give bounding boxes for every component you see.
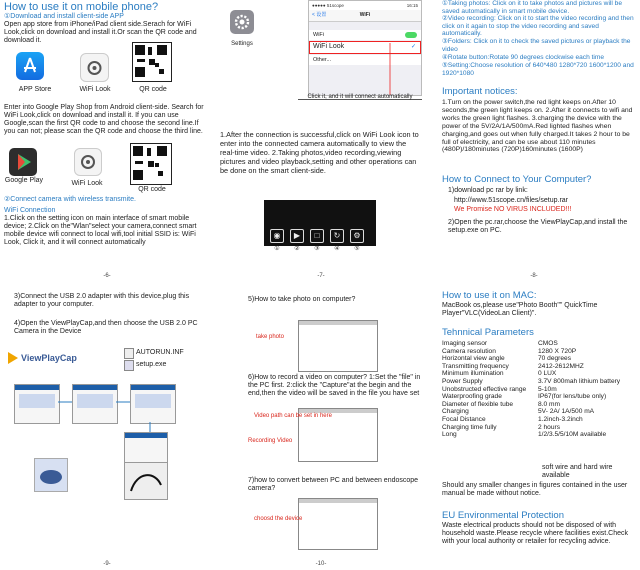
section-heading: Important notices: — [442, 86, 518, 97]
settings-icon — [230, 10, 254, 34]
callout-label: Recording Video — [248, 438, 293, 444]
arrow-icon — [0, 382, 214, 502]
spec-row: Charging 5V- 2A/ 1A/500 mA — [442, 408, 595, 416]
list-item: ④Rotate button:Rotate 90 degrees clockwise each time — [442, 54, 605, 61]
file-icon — [124, 360, 134, 371]
spec-row: Long 1/2/3.5/5/10M available — [442, 431, 607, 439]
page-6 — [0, 0, 214, 282]
page-number: -9- — [103, 561, 111, 567]
section-heading: How to Connect to Your Computer? — [442, 174, 592, 185]
page-number: -7- — [317, 273, 325, 279]
wifi-look-icon — [80, 53, 109, 82]
settings-icon[interactable]: ⚙ — [350, 229, 364, 243]
rotate-icon[interactable]: ↻ — [330, 229, 344, 243]
settings-label: Settings — [231, 41, 253, 47]
paragraph: 2)Open the pc.rar,choose the ViewPlayCap,and install the setup.exe on PC. — [448, 219, 628, 234]
nav-title: WiFi — [359, 12, 371, 18]
paragraph: MacBook os,please use"Photo Booth"" QuickTime Player"VLC(VideoLan Client)". — [442, 302, 598, 317]
wifi-look-icon — [74, 148, 102, 176]
folder-icon[interactable]: □ — [310, 229, 324, 243]
spec-row: Horizontal view angle 70 degrees — [442, 355, 571, 363]
list-item: ②Video recording: Click on it to start the video recording and then click on it again to stop the video recording and saved automatically. — [442, 15, 634, 37]
paragraph: Open app store from iPhone/iPad client side.Serach for WiFi Look,click on download and install it.Or scan the QR code and download it. — [4, 21, 197, 44]
qr-label: QR code — [138, 186, 166, 193]
google-play-icon — [9, 148, 37, 176]
page-number: -8- — [530, 273, 538, 279]
qr-label: QR code — [139, 86, 167, 93]
other-row[interactable]: Other... — [309, 55, 421, 65]
qr-code-icon — [132, 42, 172, 82]
page-8 — [428, 0, 640, 282]
page-title: How to use it on mobile phone? — [4, 1, 159, 13]
wifi-look-label: WiFi Look — [79, 86, 111, 93]
icon-number: ⑤ — [354, 246, 360, 252]
paragraph: 5)How to take photo on computer? — [248, 296, 356, 303]
download-link[interactable]: http://www.51scope.cn/files/setup.rar — [454, 197, 568, 204]
paragraph: 4)Open the ViewPlayCap,and then choose the USB 2.0 PC Camera in the Device — [14, 320, 198, 335]
spec-row: Camera resolution 1280 X 720P — [442, 347, 577, 355]
paragraph: 3)Connect the USB 2.0 adapter with this device,plug this adapter to your computer. — [14, 293, 190, 308]
icon-number: ④ — [334, 246, 340, 252]
icon-number: ② — [294, 246, 300, 252]
paragraph: soft wire and hard wire available — [542, 464, 613, 479]
google-play-label: Google Play — [4, 177, 44, 184]
section-heading: ②Connect camera with wireless transmite. — [4, 196, 136, 203]
section-heading: WiFi Connection — [4, 207, 56, 214]
paragraph: Enter into Google Play Shop from Android client-side. Search for WiFi Look,click on download and install it. If you can use Google,scan the first QR code to and choose the second line.If you can not; please scan the QR code and choose the third line. — [4, 104, 204, 135]
qr-code-icon — [130, 143, 172, 185]
spec-row: Transmitting frequency 2412-2612MHZ — [442, 362, 584, 370]
list-item: ①Taking photos: Click on it to take photos and pictures will be saved automatically in smart mobile device. — [442, 0, 623, 15]
paragraph: 6)How to record a video on computer? 1:Set the "file" in the PC first. 2:click the "Capture"at the begin and the end,then the video will be saved in the file you have set — [248, 374, 421, 397]
wifi-look-label: WiFi Look — [71, 180, 103, 187]
spec-row: Waterproofing grade IP67(for lens/tube only) — [442, 393, 607, 401]
camera-icon[interactable]: ◉ — [270, 229, 284, 243]
back-button[interactable]: < 设置 — [312, 12, 327, 18]
list-item: ③Folders: Click on it to check the saved pictures or playback the video — [442, 38, 631, 53]
list-item: ⑤Setting:Choose resolution of 640*480 1280*720 1600*1200 and 1920*1080 — [442, 62, 634, 77]
spec-row: Imaging sensor CMOS — [442, 340, 558, 347]
caption: Click it, and it will connect automatically — [307, 94, 413, 100]
page-number: -10- — [315, 561, 327, 567]
record-icon[interactable]: ▶ — [290, 229, 304, 243]
file-name[interactable]: AUTORUN.INF — [136, 349, 184, 356]
spec-row: Diameter of flexible tube 8.0 mm — [442, 400, 560, 408]
spec-row: Minimum illumination 0 LUX — [442, 370, 557, 378]
page-7 — [214, 0, 428, 282]
software-screenshot — [298, 320, 378, 372]
callout-label: take photo — [256, 334, 285, 340]
callout-label: Video path can be set in here — [254, 413, 332, 419]
wifi-signal-icon: ✓ — [410, 44, 416, 50]
software-screenshot — [298, 498, 378, 550]
icon-number: ① — [274, 246, 280, 252]
page-number: -6- — [103, 273, 111, 279]
paragraph: 7)how to convert between PC and between endoscope camera? — [248, 477, 419, 492]
section-heading: Tehnnical Parameters — [442, 327, 534, 338]
play-icon — [8, 352, 18, 364]
page-11 — [428, 282, 640, 570]
status-time: 16:15 — [406, 3, 418, 8]
paragraph: Waste electrical products should not be disposed of with household waste.Please recycle where facilities exist.Check with your local authority or retailer for recycling advice. — [442, 522, 628, 545]
page-10 — [214, 282, 428, 570]
arrow-icon — [382, 37, 422, 99]
icon-number: ③ — [314, 246, 320, 252]
app-toolbar — [264, 200, 376, 246]
paragraph: 1.After the connection is successful,click on WiFi Look icon to enter into the connected camera automatically to view the real-time video. 2.Taking photos,video recording,viewing pictures and video playback,setting and other operations can be done on the smart client-side. — [220, 130, 419, 175]
file-name[interactable]: setup.exe — [136, 361, 167, 368]
file-icon — [124, 348, 134, 359]
paragraph: 1.Turn on the power switch,the red light keeps on.After 10 seconds,the green light keeps on. 2.After it connects to wifi and works the green light flashes. 3.charging the device with the power of the 5V/2A/1A/500mA.Red lighted flashes when charging,and goes out when fully charged.It takes 2 hour to be full of electricity, and can be use about 110 minutes (480P)/180minutes (720P)160minutes (1600P) — [442, 99, 633, 154]
virus-note: We Promise NO VIRUS INCLUDED!!! — [454, 206, 572, 213]
spec-row: Power Supply 3.7V 800mah lithium battery — [442, 377, 621, 385]
app-logo — [8, 352, 77, 364]
paragraph: 1.Click on the setting icon on main interface of smart mobile device; 2.Click on the"Wlan"select your camera,connect smart mobile device wifi connect to local wifi,tool initial SSID is: WiFi Look, Click it, and it will connect automatically — [4, 215, 197, 246]
paragraph: Should any smaller changes in figures contained in the user manual be made without notice. — [442, 482, 628, 497]
section-heading: ①Download and install client-side APP — [4, 13, 124, 20]
app-name: ViewPlayCap — [21, 353, 77, 363]
spec-table — [442, 340, 638, 439]
app-store-label: APP Store — [18, 86, 52, 93]
app-store-icon — [16, 52, 44, 80]
spec-row: Focal Distance 1.2inch-3.2inch — [442, 415, 583, 423]
page-9 — [0, 282, 214, 570]
callout-label: choosd the device — [254, 516, 303, 522]
wifi-row-label: WiFi — [313, 32, 324, 38]
section-heading: How to use it on MAC: — [442, 290, 537, 301]
section-heading: EU Environmental Protection — [442, 510, 564, 521]
spec-row: Unobstructed effective range 5-10m — [442, 385, 557, 393]
status-carrier: ●●●●● 51scope — [312, 3, 344, 8]
wifi-network-name: WiFi Look — [313, 43, 345, 50]
paragraph: 1)download pc rar by link: — [448, 187, 528, 194]
spec-row: Charging time fully 2 hours — [442, 423, 560, 431]
